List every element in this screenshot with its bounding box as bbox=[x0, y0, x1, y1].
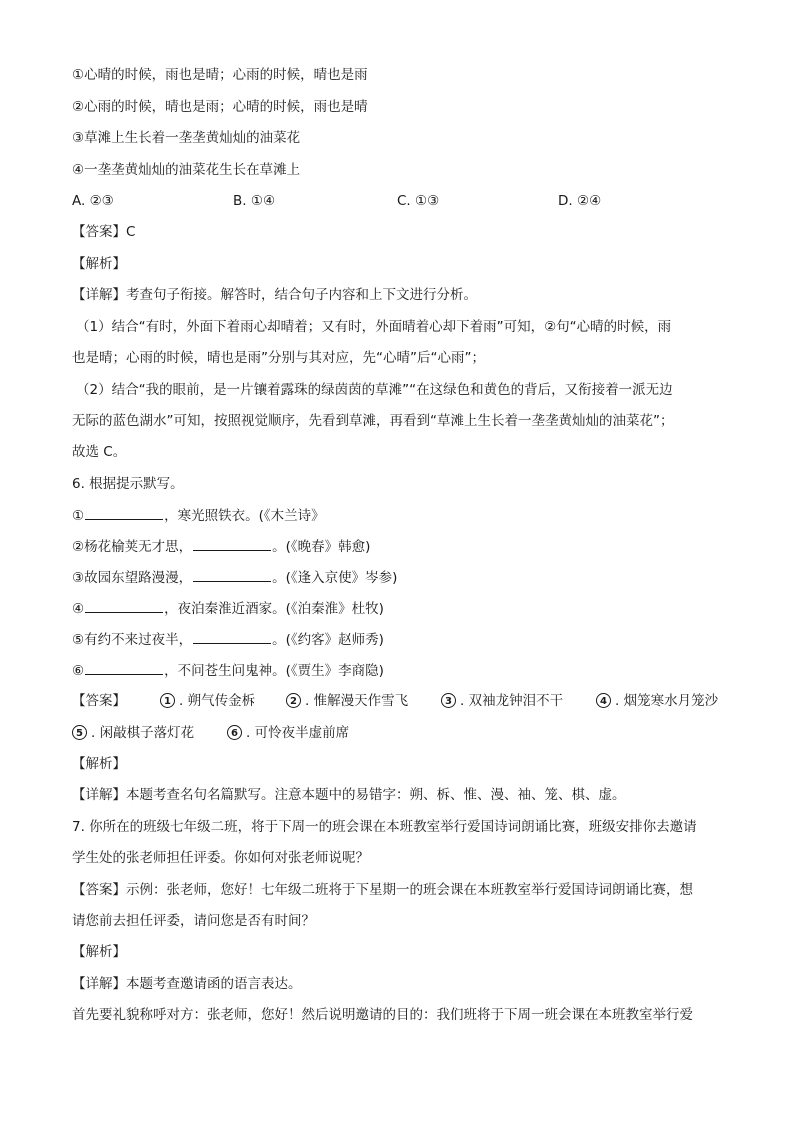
answer-number: 1 bbox=[160, 693, 175, 708]
item-prefix: ④ bbox=[72, 601, 85, 617]
q6-title: 6. 根据提示默写。 bbox=[72, 476, 184, 492]
q7-last-line: 首先要礼貌称呼对方：张老师，您好！然后说明邀请的目的：我们班将于下周一班会课在本班教室举行爱 bbox=[72, 1007, 693, 1023]
item-prefix: ① bbox=[72, 508, 85, 524]
answer-number: 2 bbox=[286, 693, 301, 708]
q6-answer-1 bbox=[160, 692, 255, 710]
detail-tag: 【详解】 bbox=[72, 976, 126, 992]
item-prefix: ②杨花榆荚无才思， bbox=[72, 539, 193, 555]
answer-value: C bbox=[126, 224, 136, 240]
fill-blank bbox=[193, 568, 271, 582]
q6-item-1 bbox=[72, 506, 325, 525]
answer-tag: 【答案】 bbox=[72, 882, 126, 898]
item-suffix: 。(《晚春》韩愈) bbox=[272, 539, 371, 555]
q6-answer-2 bbox=[286, 692, 408, 710]
q6-item-6 bbox=[72, 661, 384, 680]
answer-tag: 【答案】 bbox=[72, 224, 126, 240]
q6-answer-3 bbox=[441, 692, 563, 710]
answer-text: . 烟笼寒水月笼沙 bbox=[615, 693, 719, 709]
q6-answer-6 bbox=[227, 724, 349, 742]
option-3: ③草滩上生长着一垄垄黄灿灿的油菜花 bbox=[72, 130, 301, 146]
q6-item-2 bbox=[72, 537, 370, 556]
q6-analysis-tag: 【解析】 bbox=[72, 756, 126, 772]
answer-text: . 惟解漫天作雪飞 bbox=[305, 693, 409, 709]
answer-text: 示例：张老师，您好！七年级二班将于下星期一的班会课在本班教室举行爱国诗词朗诵比赛，想 bbox=[126, 882, 693, 898]
choice-c: C. ①③ bbox=[397, 193, 440, 209]
item-prefix: ⑥ bbox=[72, 663, 85, 679]
answer-text: . 可怜夜半虚前席 bbox=[246, 725, 350, 741]
item-prefix: ③故园东望路漫漫， bbox=[72, 570, 193, 586]
detail-text: 本题考查邀请函的语言表达。 bbox=[126, 976, 302, 992]
q5-analysis-tag: 【解析】 bbox=[72, 256, 126, 272]
answer-number: 4 bbox=[596, 693, 611, 708]
item-suffix: 。(《约客》赵师秀) bbox=[272, 632, 384, 648]
choice-b: B. ①④ bbox=[233, 193, 276, 209]
item-suffix: ，寒光照铁衣。(《木兰诗》 bbox=[164, 508, 325, 524]
item-suffix: ，夜泊秦淮近酒家。(《泊秦淮》杜牧) bbox=[164, 601, 384, 617]
q5-para2-line1: （2）结合“我的眼前，是一片镶着露珠的绿茵茵的草滩”“在这绿色和黄色的背后，又衔接着一派无边 bbox=[76, 382, 673, 398]
q7-answer-line2: 请您前去担任评委，请问您是否有时间？ bbox=[72, 913, 315, 929]
answer-text: . 闲敲棋子落灯花 bbox=[91, 725, 195, 741]
answer-text: . 朔气传金柝 bbox=[179, 693, 256, 709]
fill-blank bbox=[85, 661, 163, 675]
q7-detail-line bbox=[72, 975, 302, 993]
q7-title-line2: 学生处的张老师担任评委。你如何对张老师说呢？ bbox=[72, 850, 369, 866]
detail-tag: 【详解】 bbox=[72, 287, 126, 303]
fill-blank bbox=[193, 630, 271, 644]
q5-para1-line2: 也是晴；心雨的时候，晴也是雨”分别与其对应，先“心晴”后“心雨”； bbox=[72, 350, 485, 366]
q5-detail-line bbox=[72, 286, 477, 304]
q6-item-4 bbox=[72, 599, 384, 618]
q7-title-line1: 7. 你所在的班级七年级二班，将于下周一的班会课在本班教室举行爱国诗词朗诵比赛，班级安排你去邀请 bbox=[72, 819, 697, 835]
q6-answer-4 bbox=[596, 692, 718, 710]
q5-answer-line bbox=[72, 223, 135, 241]
option-2: ②心雨的时候，晴也是雨；心晴的时候，雨也是晴 bbox=[72, 99, 368, 115]
q6-item-3 bbox=[72, 568, 397, 587]
choice-a: A. ②③ bbox=[72, 193, 114, 209]
q6-answer-tag: 【答案】 bbox=[72, 693, 126, 709]
detail-tag: 【详解】 bbox=[72, 787, 126, 803]
answer-number: 6 bbox=[227, 725, 242, 740]
detail-text: 考查句子衔接。解答时，结合句子内容和上下文进行分析。 bbox=[126, 287, 477, 303]
fill-blank bbox=[85, 599, 163, 613]
q6-detail-line bbox=[72, 786, 626, 804]
item-suffix: ，不问苍生问鬼神。(《贾生》李商隐) bbox=[164, 663, 384, 679]
fill-blank bbox=[85, 506, 163, 520]
q7-analysis-tag: 【解析】 bbox=[72, 944, 126, 960]
q7-answer-line1 bbox=[72, 881, 693, 899]
q5-para1-line1: （1）结合“有时，外面下着雨心却晴着；又有时，外面晴着心却下着雨”可知，②句“心晴的时候，雨 bbox=[76, 319, 672, 335]
q5-conclusion: 故选 C。 bbox=[72, 444, 127, 460]
q6-answer-5 bbox=[72, 724, 194, 742]
q6-item-5 bbox=[72, 630, 384, 649]
answer-number: 5 bbox=[72, 725, 87, 740]
item-prefix: ⑤有约不来过夜半， bbox=[72, 632, 193, 648]
option-4: ④一垄垄黄灿灿的油菜花生长在草滩上 bbox=[72, 162, 301, 178]
fill-blank bbox=[193, 537, 271, 551]
answer-text: . 双袖龙钟泪不干 bbox=[460, 693, 564, 709]
q5-para2-line2: 无际的蓝色湖水”可知，按照视觉顺序，先看到草滩，再看到“草滩上生长着一垄垄黄灿灿的油菜花”； bbox=[72, 413, 674, 429]
item-suffix: 。(《逢入京使》岑参) bbox=[272, 570, 398, 586]
option-1: ①心晴的时候，雨也是晴；心雨的时候，晴也是雨 bbox=[72, 67, 368, 83]
answer-number: 3 bbox=[441, 693, 456, 708]
choice-d: D. ②④ bbox=[558, 193, 602, 209]
detail-text: 本题考查名句名篇默写。注意本题中的易错字：朔、柝、惟、漫、袖、笼、棋、虚。 bbox=[126, 787, 626, 803]
